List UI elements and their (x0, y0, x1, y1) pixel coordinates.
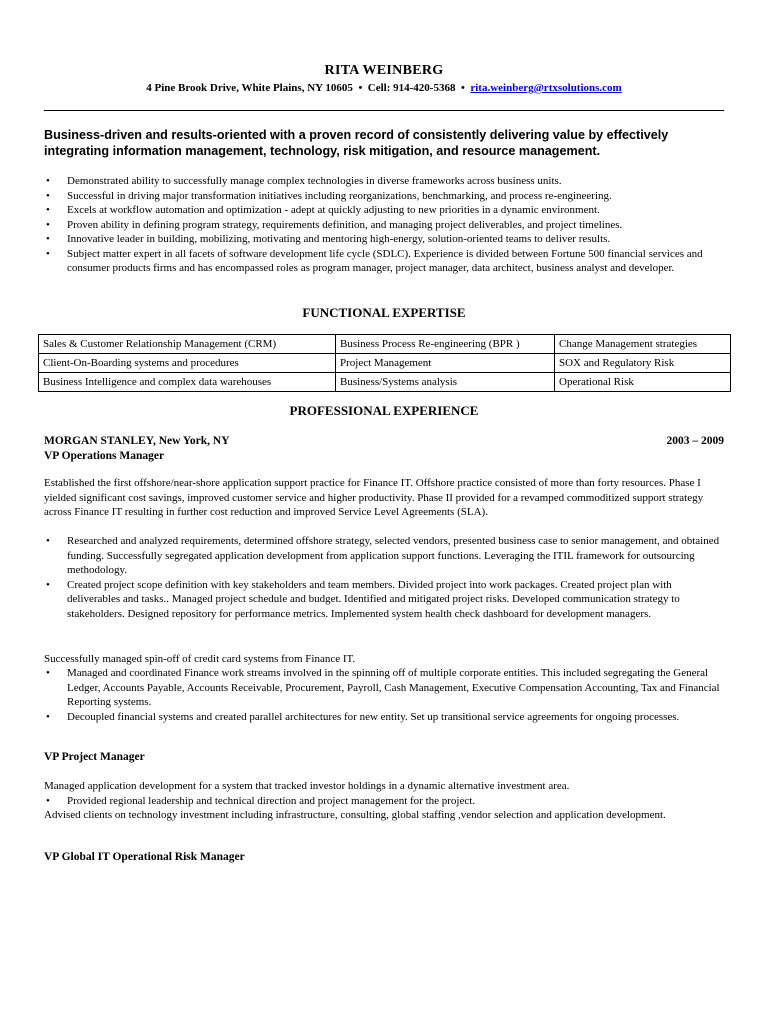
table-cell: SOX and Regulatory Risk (555, 354, 731, 373)
table-row (39, 335, 731, 354)
company-name: MORGAN STANLEY, New York, NY (44, 435, 230, 447)
bullet-icon: • (46, 578, 50, 591)
company-line (44, 435, 724, 447)
header-divider (44, 110, 724, 111)
bullet-icon: • (46, 175, 50, 187)
bullet-icon: • (46, 233, 50, 245)
table-cell: Client-On-Boarding systems and procedures (39, 354, 336, 373)
role-description: Managed application development for a system that tracked investor holdings in a dynamic alternative investment area. (44, 780, 570, 792)
table-cell: Business/Systems analysis (336, 373, 555, 392)
list-item: • Successful in driving major transformation initiatives including reorganizations, benchmarking, and process re-engineering. (46, 189, 612, 202)
bullet-icon: • (46, 667, 50, 679)
role-description: Established the first offshore/near-shore application support practice for Finance IT. Offshore practice consisted of more than forty resources. Phase I yielded significant cost savings, improved customer service and higher productivity. Phase II provided for a revamped commoditized support strategy across Finance IT resulting in further cost reduction and improved Service Level Agreements (SLA). (44, 477, 704, 518)
role-bullets (44, 534, 724, 621)
summary-bullets (44, 174, 724, 276)
table-cell: Business Process Re-engineering (BPR ) (336, 335, 555, 354)
spinoff-intro: Successfully managed spin-off of credit card systems from Finance IT. (44, 653, 356, 665)
employment-dates: 2003 – 2009 (666, 435, 724, 447)
advised-text: Advised clients on technology investment including infrastructure, consulting, global staffing ,vendor selection and application development. (44, 809, 666, 821)
section-title-experience: PROFESSIONAL EXPERIENCE (289, 403, 479, 418)
table-cell: Change Management strategies (555, 335, 731, 354)
separator-dot: • (358, 82, 363, 94)
bullet-icon: • (46, 795, 50, 807)
summary-statement: Business-driven and results-oriented with a proven record of consistently delivering value by effectively integrating information management, technology, risk mitigation, and resource management. (44, 128, 669, 158)
address: 4 Pine Brook Drive, White Plains, NY 10605 (146, 82, 353, 94)
bullet-icon: • (46, 218, 50, 231)
bullet-icon: • (46, 710, 50, 723)
candidate-name: RITA WEINBERG (324, 63, 444, 78)
bullet-icon: • (46, 535, 50, 547)
list-item: • Demonstrated ability to successfully manage complex technologies in diverse frameworks across business units. (46, 175, 562, 187)
list-item: • Proven ability in defining program strategy, requirements definition, and managing project deliverables, and project timelines. (46, 218, 623, 231)
bullet-icon: • (46, 204, 50, 216)
list-item: • Excels at workflow automation and optimization - adept at quickly adjusting to new priorities in a dynamic environment. (46, 204, 600, 216)
email-link[interactable]: rita.weinberg@rtxsolutions.com (470, 82, 622, 94)
list-item: • Innovative leader in building, mobilizing, motivating and mentoring high-energy, solution-oriented teams to deliver results. (46, 233, 611, 245)
table-cell: Operational Risk (555, 373, 731, 392)
section-title-functional: FUNCTIONAL EXPERTISE (302, 305, 466, 320)
list-item: • Managed and coordinated Finance work streams involved in the spinning off of multiple corporate entities. This included segregating the General Ledger, Accounts Payable, Accounts Receivable, Procurement, Payroll, Cash Management, Executive Compensation Accounting, Tax and Financial Reporting systems. (46, 667, 720, 708)
cell-phone: Cell: 914-420-5368 (367, 82, 456, 94)
list-item: • Researched and analyzed requirements, determined offshore strategy, selected vendors, presented business case to senior management, and obtained funding. Successfully segregated application development from application support functions. Leveraging the ITIL framework for outsourcing methodology. (46, 535, 720, 576)
role-title: VP Global IT Operational Risk Manager (44, 851, 245, 863)
table-cell: Business Intelligence and complex data warehouses (39, 373, 336, 392)
table-row (39, 373, 731, 392)
bullet-icon: • (46, 247, 50, 260)
separator-dot: • (460, 82, 465, 94)
list-item: • Provided regional leadership and technical direction and project management for the project. (46, 795, 476, 807)
bullet-icon: • (46, 189, 50, 202)
role-title: VP Operations Manager (44, 450, 165, 462)
contact-line (0, 82, 768, 94)
list-item: • Created project scope definition with key stakeholders and team members. Divided project into work packages. Created project plan with deliverables and tasks.. Managed project schedule and budget. Identified and mitigated project risks. Developed communication strategy to stakeholders. Designed repository for performance metrics. Implemented system health check dashboard for development managers. (46, 578, 680, 620)
table-cell: Project Management (336, 354, 555, 373)
role-bullets (44, 794, 724, 809)
list-item: • Subject matter expert in all facets of software development life cycle (SDLC). Experience is divided between Fortune 500 financial services and consumer products firms and has encompassed roles as program manager, project manager, data architect, business analyst and developer. (46, 247, 703, 274)
table-row (39, 354, 731, 373)
role-title: VP Project Manager (44, 751, 145, 763)
list-item: • Decoupled financial systems and created parallel architectures for new entity. Set up transitional service agreements for ongoing processes. (46, 710, 680, 723)
spinoff-bullets (44, 666, 724, 724)
table-cell: Sales & Customer Relationship Management (CRM) (39, 335, 336, 354)
expertise-table (38, 334, 731, 392)
